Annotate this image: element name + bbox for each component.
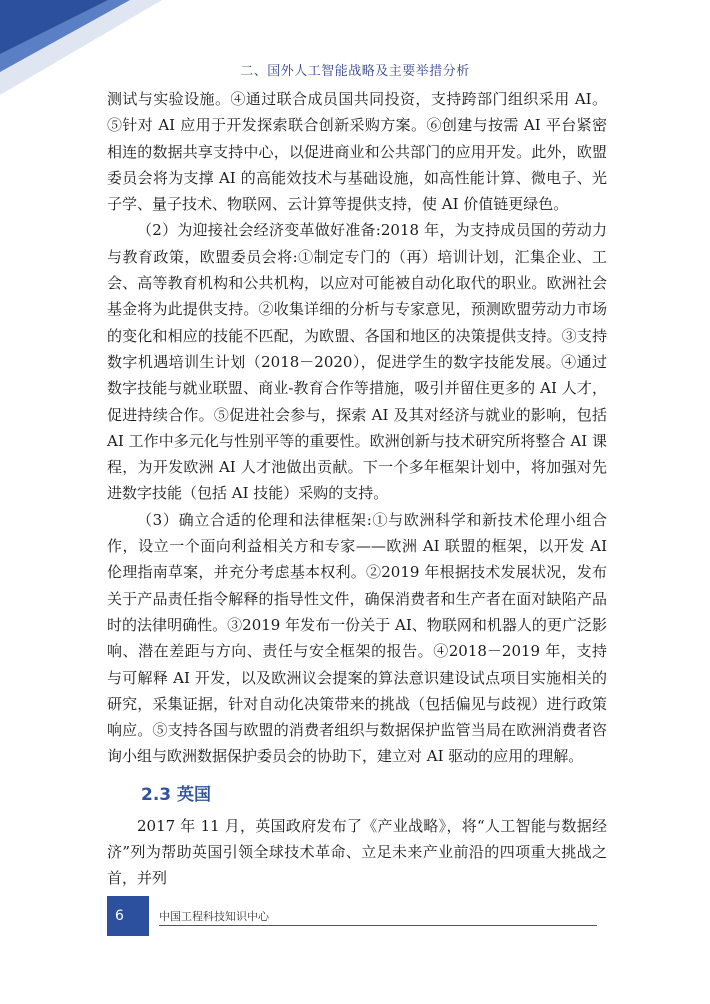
footer-source: 中国工程科技知识中心 — [159, 910, 269, 923]
paragraph-2: （2）为迎接社会经济变革做好准备:2018 年，为支持成员国的劳动力与教育政策，欧盟委员会将:①制定专门的（再）培训计划，汇集企业、工会、高等教育机构和公共机构，以应对可能被自动化取代的职业。欧洲社会基金将为此提供支持。②收集详细的分析与专家意见，预测欧盟劳动力市场的变化和相应的技能不匹配，为欧盟、各国和地区的决策提供支持。③支持数字机遇培训生计划（2018－2020），促进学生的数字技能发展。④通过数字技能与就业联盟、商业-教育合作等措施，吸引并留住更多的 AI 人才，促进持续合作。⑤促进社会参与，探索 AI 及其对经济与就业的影响，包括 AI 工作中多元化与性别平等的重要性。欧洲创新与技术研究所将整合 AI 课程，为开发欧洲 AI 人才池做出贡献。下一个多年框架计划中，将加强对先进数字技能（包括 AI 技能）采购的支持。 — [107, 221, 607, 503]
paragraph-3: （3）确立合适的伦理和法律框架:①与欧洲科学和新技术伦理小组合作，设立一个面向利益相关方和专家——欧洲 AI 联盟的框架，以开发 AI 伦理指南草案，并充分考虑基本权利。②2019 年根据技术发展状况，发布关于产品责任指令解释的指导性文件，确保消费者和生产者在面对缺陷产品时的法律明确性。③2019 年发布一份关于 AI、物联网和机器人的更广泛影响、潜在差距与方向、责任与安全框架的报告。④2018－2019 年，支持与可解释 AI 开发，以及欧洲议会提案的算法意识建设试点项目实施相关的研究，采集证据，针对自动化决策带来的挑战（包括偏见与歧视）进行政策响应。⑤支持各国与欧盟的消费者组织与数据保护监管当局在欧洲消费者咨询小组与欧洲数据保护委员会的协助下，建立对 AI 驱动的应用的理解。 — [107, 510, 607, 766]
page-body — [107, 86, 607, 892]
footer-rule — [159, 925, 597, 926]
corner-decoration — [0, 0, 170, 100]
section-heading: 2.3 英国 — [141, 784, 212, 805]
page-footer — [107, 896, 607, 936]
paragraph-1: 测试与实验设施。④通过联合成员国共同投资，支持跨部门组织采用 AI。⑤针对 AI 应用于开发探索联合创新采购方案。⑥创建与按需 AI 平台紧密相连的数据共享支持中心，以促进商业和公共部门的应用开发。此外，欧盟委员会将为支撑 AI 的高能效技术与基础设施，如高性能计算、微电子、光子学、量子技术、物联网、云计算等提供支持，使 AI 价值链更绿色。 — [107, 90, 607, 214]
page-number: 6 — [107, 896, 149, 936]
running-header: 二、国外人工智能战略及主要举措分析 — [240, 64, 470, 79]
paragraph-4: 2017 年 11 月，英国政府发布了《产业战略》，将“人工智能与数据经济”列为帮助英国引领全球技术革命、立足未来产业前沿的四项重大挑战之首，并列 — [107, 816, 607, 888]
